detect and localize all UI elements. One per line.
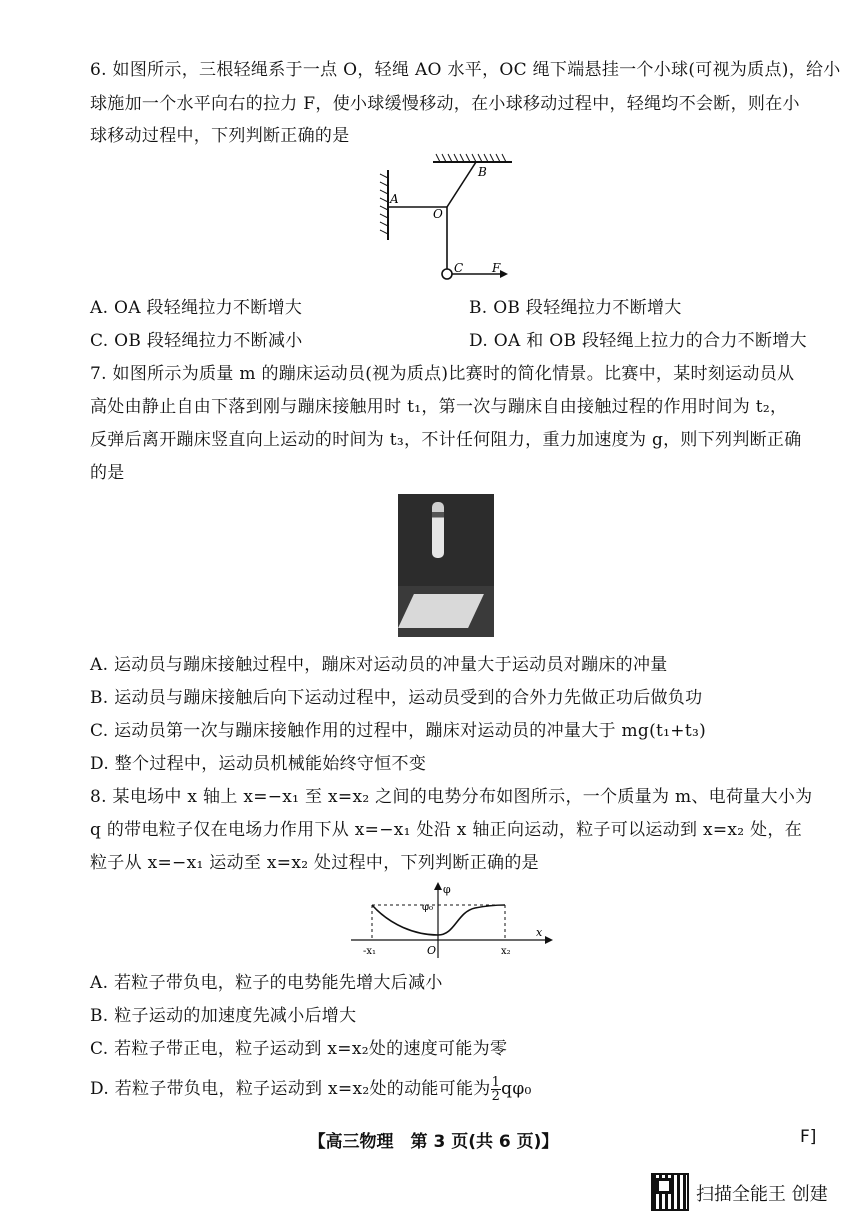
q8-option-b: B. 粒子运动的加速度先减小后增大 bbox=[90, 1006, 357, 1026]
q7-stem-line-4: 的是 bbox=[90, 463, 125, 483]
label-F: F bbox=[492, 261, 501, 275]
fraction-one-half bbox=[491, 1076, 502, 1103]
q6-stem-line-2: 球施加一个水平向右的拉力 F，使小球缓慢移动，在小球移动过程中，轻绳均不会断，则在小 bbox=[90, 94, 800, 114]
q8-stem-line-2: q 的带电粒子仅在电场力作用下从 x=−x₁ 处沿 x 轴正向运动，粒子可以运动到 x=x₂ 处，在 bbox=[90, 820, 803, 840]
graph-x2-label: x₂ bbox=[501, 946, 511, 957]
q7-stem-line-1: 7. 如图所示为质量 m 的蹦床运动员(视为质点)比赛时的简化情景。比赛中，某时刻运动员从 bbox=[90, 364, 795, 384]
q6-option-d: D. OA 和 OB 段轻绳上拉力的合力不断增大 bbox=[469, 331, 807, 351]
label-O: O bbox=[433, 207, 443, 221]
q8-option-c: C. 若粒子带正电，粒子运动到 x=x₂处的速度可能为零 bbox=[90, 1039, 508, 1059]
q7-option-b: B. 运动员与蹦床接触后向下运动过程中，运动员受到的合外力先做正功后做负功 bbox=[90, 688, 703, 708]
page-footer: 【高三物理 第 3 页(共 6 页)】 bbox=[308, 1132, 559, 1152]
q6-rope-diagram bbox=[370, 150, 530, 290]
q7-stem-line-2: 高处由静止自由下落到刚与蹦床接触用时 t₁，第一次与蹦床自由接触过程的作用时间为 t₂， bbox=[90, 397, 788, 417]
q8-option-d-prefix: D. 若粒子带负电，粒子运动到 x=x₂处的动能可能为 bbox=[90, 1079, 491, 1099]
q8-stem-line-3: 粒子从 x=−x₁ 运动至 x=x₂ 处过程中，下列判断正确的是 bbox=[90, 853, 539, 873]
q6-option-a: A. OA 段轻绳拉力不断增大 bbox=[90, 298, 303, 318]
q8-option-d-suffix: qφ₀ bbox=[501, 1079, 532, 1099]
q6-option-b: B. OB 段轻绳拉力不断增大 bbox=[469, 298, 682, 318]
trampoline-photo bbox=[398, 494, 494, 637]
q8-option-d bbox=[90, 1076, 532, 1103]
graph-neg-x1-label: -x₁ bbox=[363, 946, 377, 957]
fraction-denominator: 2 bbox=[491, 1089, 501, 1104]
graph-origin-label: O bbox=[427, 944, 437, 957]
athlete-figure bbox=[432, 502, 444, 558]
q8-option-a: A. 若粒子带负电，粒子的电势能先增大后减小 bbox=[90, 973, 443, 993]
qr-code-icon bbox=[651, 1173, 689, 1211]
paper-code: F] bbox=[800, 1127, 817, 1147]
q7-stem-line-3: 反弹后离开蹦床竖直向上运动的时间为 t₃，不计任何阻力，重力加速度为 g，则下列判断正确 bbox=[90, 430, 802, 450]
q6-stem-line-1: 6. 如图所示，三根轻绳系于一点 O，轻绳 AO 水平，OC 绳下端悬挂一个小球(可视为质点)，给小 bbox=[90, 60, 841, 80]
scanner-watermark-text: 扫描全能王 创建 bbox=[696, 1184, 828, 1205]
graph-phi0-label: φ₀ bbox=[422, 902, 434, 913]
label-C: C bbox=[454, 261, 464, 275]
label-A: A bbox=[390, 192, 399, 206]
q8-stem-line-1: 8. 某电场中 x 轴上 x=−x₁ 至 x=x₂ 之间的电势分布如图所示，一个质量为 m、电荷量大小为 bbox=[90, 787, 813, 807]
q7-option-c: C. 运动员第一次与蹦床接触作用的过程中，蹦床对运动员的冲量大于 mg(t₁+t₃) bbox=[90, 721, 707, 741]
potential-graph bbox=[345, 880, 555, 962]
q6-stem-line-3: 球移动过程中，下列判断正确的是 bbox=[90, 126, 350, 146]
graph-phi-label: φ bbox=[443, 883, 451, 896]
q7-option-d: D. 整个过程中，运动员机械能始终守恒不变 bbox=[90, 754, 427, 774]
q7-option-a: A. 运动员与蹦床接触过程中，蹦床对运动员的冲量大于运动员对蹦床的冲量 bbox=[90, 655, 668, 675]
graph-x-label: x bbox=[536, 926, 543, 939]
q6-option-c: C. OB 段轻绳拉力不断减小 bbox=[90, 331, 303, 351]
fraction-numerator: 1 bbox=[491, 1075, 501, 1090]
label-B: B bbox=[478, 165, 487, 179]
